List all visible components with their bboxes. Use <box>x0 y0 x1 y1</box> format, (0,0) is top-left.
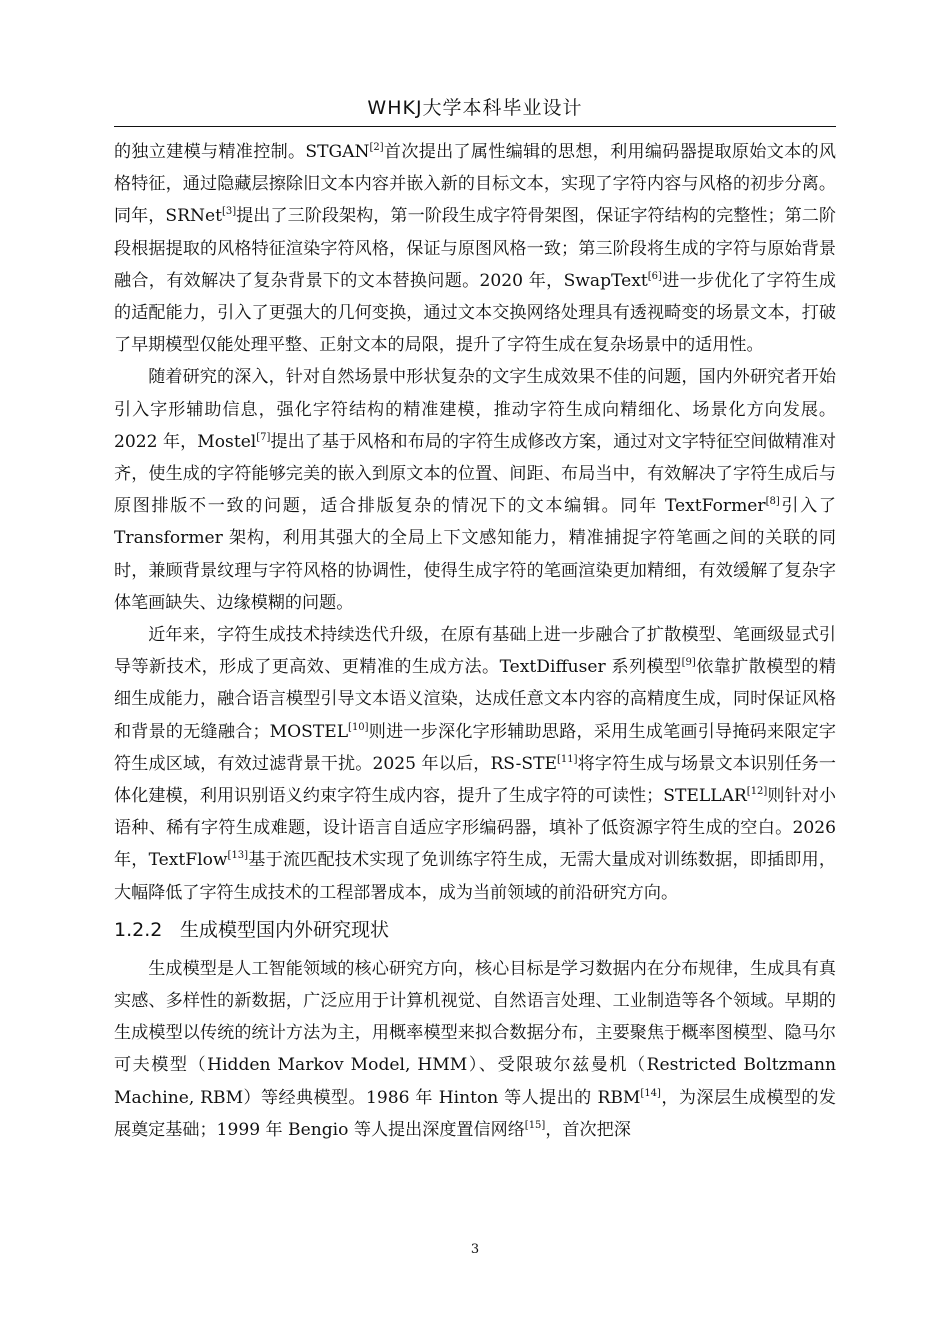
paragraph-group-after <box>114 953 836 1146</box>
citation-ref: [14] <box>640 1087 661 1099</box>
citation-ref: [3] <box>221 206 237 218</box>
text-run: ，首次把深 <box>545 1119 631 1140</box>
text-run: 则针对小语种、稀有字符生成难题，设计语言自适应字形编码器，填补了低资源字符生成的空白。2026 年，TextFlow <box>114 786 836 871</box>
citation-ref: [15] <box>524 1119 546 1131</box>
paragraph <box>114 619 836 909</box>
citation-ref: [11] <box>557 753 578 765</box>
text-run: 进一步优化了字符生成的适配能力，引入了更强大的几何变换，通过文本交换网络处理具有透视畸变的场景文本，打破了早期模型仅能处理平整、正射文本的局限，提升了字符生成在复杂场景中的适用性。 <box>114 270 836 356</box>
text-run: 依靠扩散模型的精细生成能力，融合语言模型引导文本语义渲染，达成任意文本内容的高精度生成，同时保证风格和背景的无缝融合；MOSTEL <box>114 657 837 742</box>
citation-ref: [7] <box>256 431 271 443</box>
text-run: 则进一步深化字形辅助思路，采用生成笔画引导掩码来限定字符生成区域，有效过滤背景干扰。2025 年以后，RS-STE <box>114 721 836 774</box>
citation-ref: [13] <box>227 850 249 862</box>
section-heading <box>114 913 836 947</box>
header-divider <box>114 126 836 127</box>
text-run: ，为深层生成模型的发展奠定基础；1999 年 Bengio 等人提出深度置信网络 <box>114 1087 836 1140</box>
text-run: 随着研究的深入，针对自然场景中形状复杂的文字生成效果不佳的问题，国内外研究者开始引入字形辅助信息，强化字符结构的精准建模，推动字符生成向精细化、场景化方向发展。2022 年，Mostel <box>114 367 836 452</box>
paragraph-group-before <box>114 136 836 909</box>
page-header-title: WHKJ大学本科毕业设计 <box>367 97 583 119</box>
text-run: 基于流匹配技术实现了免训练字符生成，无需大量成对训练数据，即插即用，大幅降低了字符生成技术的工程部署成本，成为当前领域的前沿研究方向。 <box>114 850 837 903</box>
section-title: 生成模型国内外研究现状 <box>180 918 390 941</box>
text-run: 提出了基于风格和布局的字符生成修改方案，通过对文字特征空间做精准对齐，使生成的字符能够完美的嵌入到原文本的位置、间距、布局当中，有效解决了字符生成后与原图排版不一致的问题，适合排版复杂的情况下的文本编辑。同年 TextFormer <box>114 431 836 517</box>
paragraph <box>114 361 836 619</box>
section-number: 1.2.2 <box>114 918 163 941</box>
text-run: 提出了三阶段架构，第一阶段生成字符骨架图，保证字符结构的完整性；第二阶段根据提取的风格特征渲染字符风格，保证与原图风格一致；第三阶段将生成的字符与原始背景融合，有效解决了复杂背景下的文本替换问题。2020 年，SwapText <box>114 206 837 291</box>
page-number: 3 <box>470 1242 480 1257</box>
text-run: 近年来，字符生成技术持续迭代升级，在原有基础上进一步融合了扩散模型、笔画级显式引导等新技术，形成了更高效、更精准的生成方法。TextDiffuser 系列模型 <box>114 625 836 678</box>
citation-ref: [12] <box>746 786 768 798</box>
text-run: 首次提出了属性编辑的思想，利用编码器提取原始文本的风格特征，通过隐藏层擦除旧文本内容并嵌入新的目标文本，实现了字符内容与风格的初步分离。同年，SRNet <box>114 142 836 227</box>
citation-ref: [2] <box>369 142 384 153</box>
text-run: 生成模型是人工智能领域的核心研究方向，核心目标是学习数据内在分布规律，生成具有真实感、多样性的新数据，广泛应用于计算机视觉、自然语言处理、工业制造等各个领域。早期的生成模型以传统的统计方法为主，用概率模型来拟合数据分布，主要聚焦于概率图模型、隐马尔可夫模型（Hidden Markov Model, HMM）、受限玻尔兹曼机（Restricted Boltzmann Machine, RBM）等经典模型。1986 年 Hinton 等人提出的 RBM <box>114 958 836 1108</box>
citation-ref: [8] <box>765 496 780 508</box>
body-text <box>114 136 836 1146</box>
citation-ref: [9] <box>681 657 696 669</box>
paragraph <box>114 136 836 361</box>
text-run: 将字符生成与场景文本识别任务一体化建模，利用识别语义约束字符生成内容，提升了生成字符的可读性；STELLAR <box>114 753 836 807</box>
citation-ref: [6] <box>647 270 662 282</box>
text-run: 引入了 Transformer 架构，利用其强大的全局上下文感知能力，精准捕捉字符笔画之间的关联的同时，兼顾背景纹理与字符风格的协调性，使得生成字符的笔画渲染更加精细，有效缓解了复杂字体笔画缺失、边缘模糊的问题。 <box>114 496 837 613</box>
citation-ref: [10] <box>348 721 369 733</box>
text-run: 的独立建模与精准控制。STGAN <box>114 142 370 162</box>
paragraph <box>114 953 836 1146</box>
